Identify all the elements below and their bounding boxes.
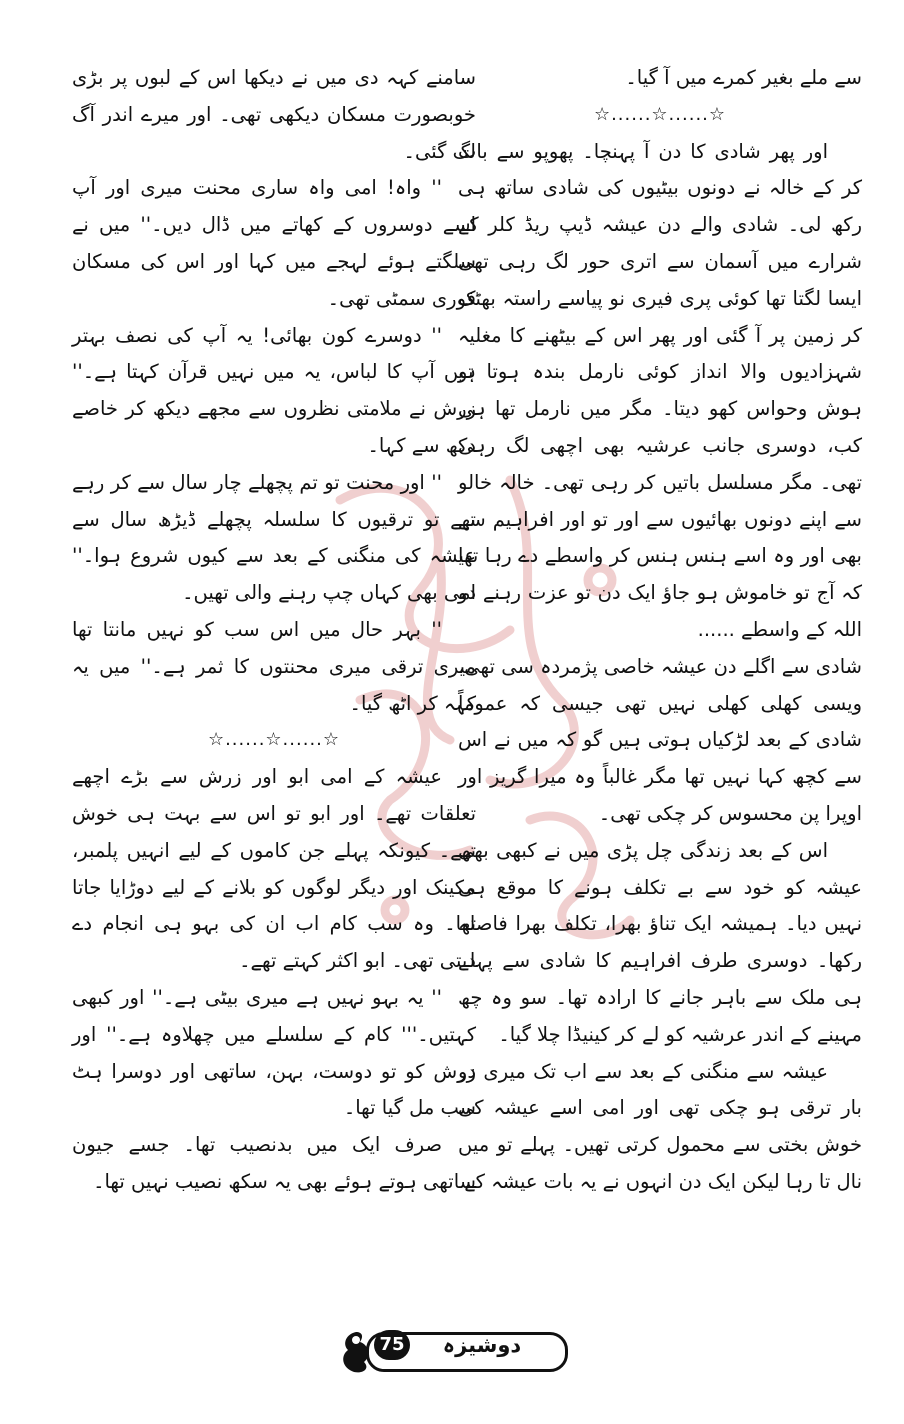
magazine-name: دوشیزہ bbox=[442, 1333, 522, 1357]
page-number: 75 bbox=[374, 1330, 410, 1360]
page-footer bbox=[334, 1328, 570, 1376]
paragraph: '' اور محنت تو تم پچھلے چار سال سے کر رہے تھے تو ترقیوں کا سلسلہ پچھلے ڈیڑھ سال سے عیشہ کی منگنی کے بعد سے کیوں شروع ہوا۔'' امی بھی کہاں چپ رہنے والی تھیں۔ bbox=[72, 470, 476, 605]
section-separator: ☆......☆......☆ bbox=[593, 103, 727, 125]
paragraph: سامنے کہہ دی میں نے دیکھا اس کے لبوں پر بڑی خوبصورت مسکان دیکھی تھی۔ اور میرے اندر آگ لگ گئی۔ bbox=[72, 66, 476, 163]
paragraph: '' واہ! امی واہ ساری محنت میری اور آپ اسے دوسروں کے کھاتے میں ڈال دیں۔'' میں نے سلگتے ہوئے لہجے میں کہا اور اس کی مسکان فوری سمٹی تھی۔ bbox=[72, 176, 476, 310]
paragraph: سے ملے بغیر کمرے میں آ گیا۔ bbox=[625, 66, 862, 89]
paragraph: عیشہ کے امی ابو اور زرش سے بڑے اچھے تعلقات تھے۔ اور ابو تو اس سے بہت ہی خوش تھے۔ کیونکہ پہلے جن کاموں کے لیے انہیں پلمبر، مکینک اور دیگر لوگوں کو بلانے کے لیے دوڑایا جاتا تھا۔ وہ سب کام اب ان کی بہو ہی انجام دے دیتی تھی۔ ابو اکثر کہتے تھے۔ bbox=[72, 765, 476, 973]
paragraph: شادی سے اگلے دن عیشہ خاصی پژمردہ سی تھی، ویسی کھلی کھلی نہیں تھی جیسی کہ عموماً شادی کے بعد لڑکیاں ہوتی ہیں گو کہ میں نے اس سے کچھ کہا نہیں تھا مگر غالباً وہ میرا گریز اور اوپرا پن محسوس کر چکی تھی۔ bbox=[458, 654, 862, 825]
right-column bbox=[458, 60, 862, 1201]
section-separator: ☆......☆......☆ bbox=[207, 729, 341, 751]
left-column bbox=[72, 60, 476, 1201]
paragraph: اور پھر شادی کا دن آ پہنچا۔ پھوپو سے بات کر کے خالہ نے دونوں بیٹیوں کی شادی ساتھ ہی رکھ لی۔ شادی والے دن عیشہ ڈیپ ریڈ کلر کے شرارے میں آسمان سے اتری حور لگ رہی تھی ایسا لگتا تھا کوئی پری فیری نو پیاسے راستہ بھٹک کر زمین پر آ گئی اور پھر اس کے بیٹھنے کا مغلیہ شہزادیوں والا انداز کوئی نارمل بندہ ہوتا تو ہوش وحواس کھو دیتا۔ مگر میں نارمل تھا ہی کب، دوسری جانب عرشیہ بھی اچھی لگ رہی تھی۔ مگر مسلسل باتیں کر رہی تھی۔ خالہ خالو سے اپنے دونوں بھائیوں سے اور تو اور افراہیم سے بھی اور وہ اسے ہنس ہنس کر واسطے دے رہا تھا کہ آج تو خاموش ہو جاؤ ایک دن تو عزت رہنے دو اللہ کے واسطے ...... bbox=[458, 139, 862, 641]
paragraph: صرف ایک میں بدنصیب تھا۔ جسے جیون ساتھی ہوتے ہوئے بھی یہ سکھ نصیب نہیں تھا۔ bbox=[72, 1133, 476, 1193]
paragraph: '' بہر حال میں اس سب کو نہیں مانتا تھا میری ترقی میری محنتوں کا ثمر ہے۔'' میں یہ کہہ کر اٹھ گیا۔ bbox=[72, 617, 476, 715]
paragraph: '' دوسرے کون بھائی! یہ آپ کی نصف بہتر ہیں آپ کا لباس، یہ میں نہیں قرآن کہتا ہے۔'' زرش نے ملامتی نظروں سے مجھے دیکھ کر خاصے دکھ سے کہا۔ bbox=[72, 323, 476, 457]
paragraph: اس کے بعد زندگی چل پڑی میں نے کبھی بھی عیشہ کو خود سے بے تکلف ہونے کا موقع ہی نہیں دیا۔ ہمیشہ ایک تناؤ بھرا، تکلف بھرا فاصلہ رکھا۔ دوسری طرف افراہیم کا شادی سے پہلے ہی ملک سے باہر جانے کا ارادہ تھا۔ سو وہ چھ مہینے کے اندر عرشیہ کو لے کر کینیڈا چلا گیا۔ bbox=[458, 838, 862, 1046]
paragraph: '' یہ بہو نہیں ہے میری بیٹی ہے۔'' اور کبھی کہتیں۔''' کام کے سلسلے میں چھلاوہ ہے۔'' اور زرش کو تو دوست، بہن، ساتھی اور دوسرا ہٹ سب مل گیا تھا۔ bbox=[72, 985, 476, 1120]
paragraph: عیشہ سے منگنی کے بعد سے اب تک میری دو بار ترقی ہو چکی تھی اور امی اسے عیشہ کی خوش بختی سے محمول کرتی تھیں۔ پہلے تو میں نال تا رہا لیکن ایک دن انہوں نے یہ بات عیشہ کے bbox=[458, 1059, 862, 1193]
